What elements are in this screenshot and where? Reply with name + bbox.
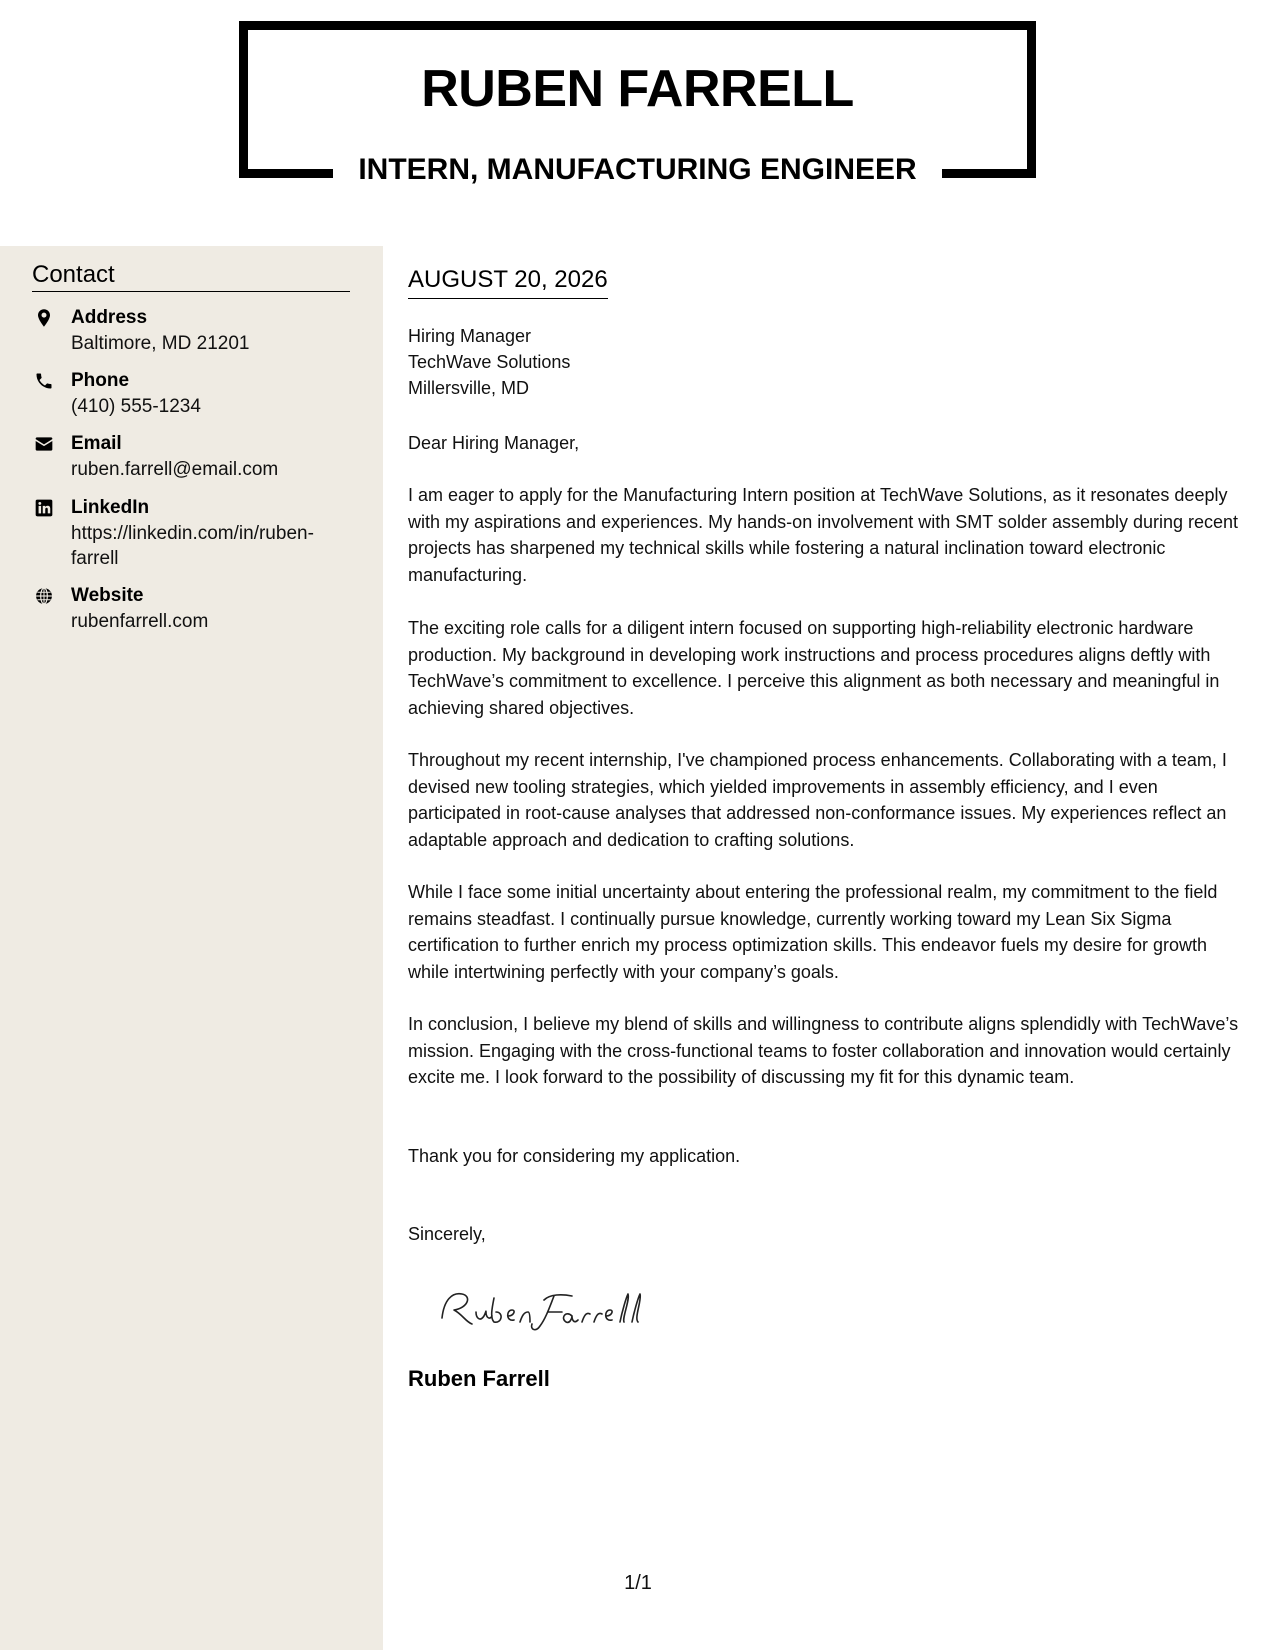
contact-label: LinkedIn xyxy=(71,497,150,518)
contact-value: https://linkedin.com/in/ruben-farrell xyxy=(71,523,314,569)
applicant-name: RUBEN FARRELL xyxy=(421,60,854,118)
contact-label: Email xyxy=(71,433,122,454)
location-pin-icon xyxy=(34,308,54,328)
recipient-line: Millersville, MD xyxy=(408,378,529,398)
globe-icon xyxy=(34,586,54,606)
recipient-block xyxy=(408,323,570,401)
body-paragraph: While I face some initial uncertainty about entering the professional realm, my commitment to the field remains steadfast. I continually pursue knowledge, currently working toward my Lean Six Sigma certification to further enrich my process optimization skills. This endeavor fuels my desire for growth while intertwining perfectly with your company’s goals. xyxy=(408,882,1218,982)
body-paragraph: I am eager to apply for the Manufacturing Intern position at TechWave Solutions, as it resonates deeply with my aspirations and experiences. My hands-on involvement with SMT solder assembly during recent projects has sharpened my technical skills while fostering a natural inclination toward electronic manufacturing. xyxy=(408,485,1239,585)
letter-date: AUGUST 20, 2026 xyxy=(408,266,608,299)
job-title: INTERN, MANUFACTURING ENGINEER xyxy=(358,153,917,186)
page-number: 1/1 xyxy=(624,1572,652,1594)
contact-label: Phone xyxy=(71,370,130,391)
linkedin-icon xyxy=(34,498,54,518)
salutation: Dear Hiring Manager, xyxy=(408,433,580,453)
contact-label: Website xyxy=(71,585,144,606)
handwritten-signature xyxy=(432,1278,652,1338)
body-paragraph: Thank you for considering my application. xyxy=(408,1146,741,1166)
envelope-icon xyxy=(34,434,54,454)
body-paragraph: The exciting role calls for a diligent intern focused on supporting high-reliability electronic hardware production. My background in developing work instructions and process procedures aligns deftly with TechWave’s commitment to excellence. I perceive this alignment as both necessary and meaningful in achieving shared objectives. xyxy=(408,618,1220,718)
phone-icon xyxy=(34,371,54,391)
signed-name: Ruben Farrell xyxy=(408,1366,550,1391)
contact-value: (410) 555-1234 xyxy=(71,396,201,417)
contact-value: ruben.farrell@email.com xyxy=(71,459,279,480)
contact-label: Address xyxy=(71,307,148,328)
closing: Sincerely, xyxy=(408,1224,486,1244)
contact-value: Baltimore, MD 21201 xyxy=(71,333,250,354)
contact-value: rubenfarrell.com xyxy=(71,611,209,632)
recipient-line: Hiring Manager xyxy=(408,326,532,346)
body-paragraph: Throughout my recent internship, I've championed process enhancements. Collaborating with a team, I devised new tooling strategies, which yielded improvements in assembly efficiency, and I even participated in root-cause analyses that addressed non-conformance issues. My experiences reflect an adaptable approach and dedication to crafting solutions. xyxy=(408,750,1227,850)
recipient-line: TechWave Solutions xyxy=(408,352,571,372)
body-paragraph: In conclusion, I believe my blend of skills and willingness to contribute aligns splendidly with TechWave’s mission. Engaging with the cross-functional teams to foster collaboration and innovation would certainly excite me. I look forward to the possibility of discussing my fit for this dynamic team. xyxy=(408,1014,1239,1087)
contact-heading: Contact xyxy=(32,261,350,292)
